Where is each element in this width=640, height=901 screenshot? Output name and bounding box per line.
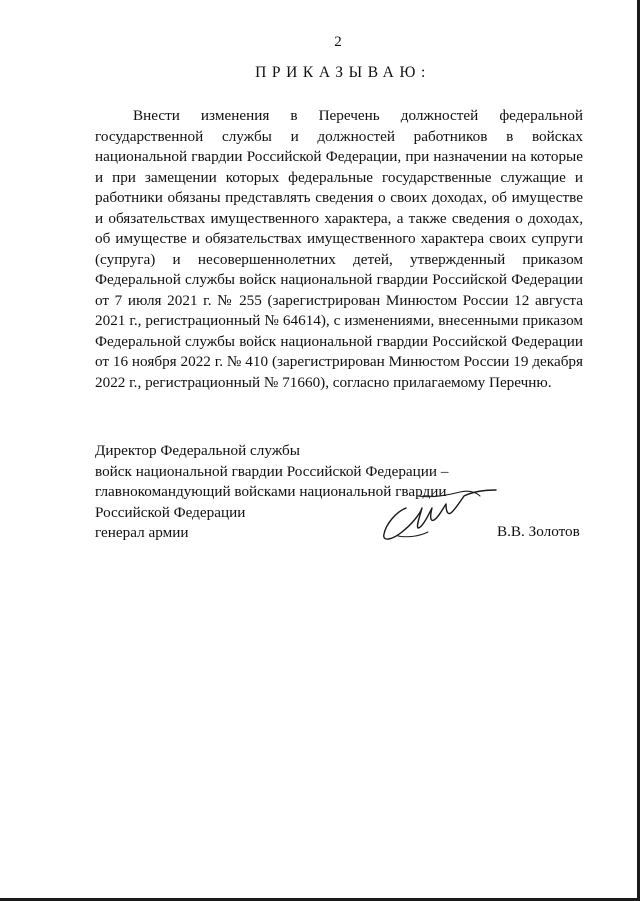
position-line: Директор Федеральной службы (95, 442, 300, 459)
position-line: войск национальной гвардии Российской Федерации – (95, 462, 449, 480)
signer-name: В.В. Золотов (497, 523, 580, 540)
position-line: Российской Федерации (95, 503, 246, 521)
order-heading: ПРИКАЗЫВАЮ: (255, 64, 431, 81)
page-number: 2 (334, 34, 342, 50)
handwritten-signature (368, 478, 498, 548)
position-line: главнокомандующий войсками национальной гвардии (95, 483, 447, 500)
position-line: генерал армии (95, 524, 189, 541)
order-body-paragraph: Внести изменения в Перечень должностей федеральной государственной службы и должностей работников в войсках национальной гвардии Российской Федерации, при назначении на которые и при замещении которых федеральные государственные служащие и работники обязаны представлять сведения о своих доходах, об имуществе и обязательствах имущественного характера, а также сведения о доходах, об имуществе и обязательствах имущественного характера своих супруги (супруга) и несовершеннолетних детей, утвержденный приказом Федеральной службы войск национальной гвардии Российской Федерации от 7 июля 2021 г. № 255 (зарегистрирован Минюстом России 12 августа 2021 г., регистрационный № 64614), с изменениями, внесенными приказом Федеральной службы войск национальной гвардии Российской Федерации от 16 ноября 2022 г. № 410 (зарегистрирован Минюстом России 19 декабря 2022 г., регистрационный № 71660), согласно прилагаемому Перечню. (95, 107, 583, 391)
